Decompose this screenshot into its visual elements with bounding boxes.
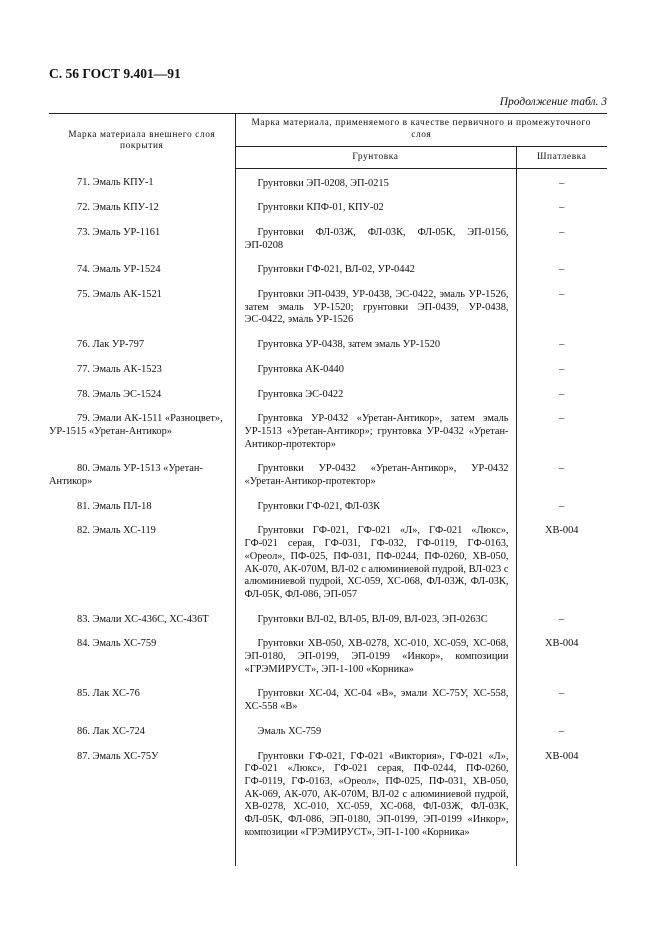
outer-material-cell: 76. Лак УР-797	[49, 339, 235, 364]
table-row	[49, 638, 607, 688]
putty-cell: –	[559, 289, 565, 301]
materials-table-container	[49, 113, 607, 866]
header-outer-layer: Марка материала внешнего слоя покрытия	[49, 114, 235, 169]
header-primer-group: Марка материала, применяемого в качестве первичного и промежуточного слоя	[235, 114, 607, 147]
putty-cell: –	[559, 413, 565, 425]
primer-cell: Грунтовки ХС-04, ХС-04 «В», эмали ХС-75У, ХС-558, ХС-558 «В»	[235, 688, 516, 725]
putty-cell: –	[559, 177, 565, 189]
primer-cell: Грунтовки КПФ-01, КПУ-02	[235, 202, 516, 227]
table-row	[49, 688, 607, 725]
outer-material-cell: 74. Эмаль УР-1524	[49, 264, 235, 289]
primer-cell: Грунтовки ГФ-021, ВЛ-02, УР-0442	[235, 264, 516, 289]
outer-material-cell: 72. Эмаль КПУ-12	[49, 202, 235, 227]
outer-material-cell: 87. Эмаль ХС-75У	[49, 751, 235, 866]
outer-material-cell: 84. Эмаль ХС-759	[49, 638, 235, 688]
putty-cell: ХВ-004	[545, 525, 579, 537]
primer-cell: Грунтовки ХВ-050, ХВ-0278, ХС-010, ХС-059, ХС-068, ЭП-0180, ЭП-0199, ЭП-0199 «Инкор», композиции «ГРЭМИРУСТ», ЭП-1-100 «Корника»	[235, 638, 516, 688]
putty-cell: –	[559, 463, 565, 475]
table-row	[49, 463, 607, 500]
primer-cell: Грунтовки ЭП-0439, УР-0438, ЭС-0422, эмаль УР-1526, затем эмаль УР-1520; грунтовки ЭП-0439, УР-0438, ЭС-0422, эмаль УР-1526	[235, 289, 516, 339]
primer-cell: Грунтовка ЭС-0422	[235, 389, 516, 414]
outer-material-cell: 77. Эмаль АК-1523	[49, 364, 235, 389]
outer-material-cell: 80. Эмаль УР-1513 «Уретан-Антикор»	[49, 463, 235, 500]
materials-table	[49, 113, 607, 866]
primer-cell: Грунтовка УР-0432 «Уретан-Антикор», затем эмаль УР-1513 «Уретан-Антикор»; грунтовка УР-0432 «Уретан-Антикор-протектор»	[235, 413, 516, 463]
primer-cell: Грунтовка УР-0438, затем эмаль УР-1520	[235, 339, 516, 364]
table-body	[49, 168, 607, 866]
putty-cell: –	[559, 613, 565, 625]
primer-cell: Грунтовки ЭП-0208, ЭП-0215	[235, 168, 516, 202]
table-continuation-label: Продолжение табл. 3	[499, 96, 607, 108]
table-row	[49, 525, 607, 613]
header-primer: Грунтовка	[235, 147, 516, 169]
primer-cell: Грунтовки УР-0432 «Уретан-Антикор», УР-0432 «Уретан-Антикор-протектор»	[235, 463, 516, 500]
outer-material-cell: 75. Эмаль АК-1521	[49, 289, 235, 339]
table-row	[49, 751, 607, 866]
outer-material-cell: 85. Лак ХС-76	[49, 688, 235, 725]
putty-cell: –	[559, 725, 565, 737]
putty-cell: –	[559, 339, 565, 351]
primer-cell: Грунтовки ГФ-021, ГФ-021 «Л», ГФ-021 «Люкс», ГФ-021 серая, ГФ-031, ГФ-032, ГФ-0119, ГФ-0163, «Ореол», ПФ-025, ПФ-031, ПФ-0244, ПФ-0260, ХВ-050, АК-070, АК-070М, ВЛ-02 с алюминиевой пудрой, ВЛ-023 с алюминиевой пудрой, ХС-059, ХС-068, ФЛ-03Ж, ФЛ-03К, ФЛ-05К, ФЛ-086, ЭП-057	[235, 525, 516, 613]
primer-cell: Грунтовка АК-0440	[235, 364, 516, 389]
outer-material-cell: 83. Эмали ХС-436С, ХС-436Т	[49, 614, 235, 639]
putty-cell: –	[559, 500, 565, 512]
page-header: С. 56 ГОСТ 9.401—91	[49, 66, 181, 81]
putty-cell: –	[559, 388, 565, 400]
table-row	[49, 289, 607, 339]
primer-cell: Эмаль ХС-759	[235, 726, 516, 751]
outer-material-cell: 73. Эмаль УР-1161	[49, 227, 235, 264]
putty-cell: –	[559, 226, 565, 238]
outer-material-cell: 78. Эмаль ЭС-1524	[49, 389, 235, 414]
table-row	[49, 614, 607, 639]
table-row	[49, 168, 607, 202]
putty-cell: ХВ-004	[545, 750, 579, 762]
table-row	[49, 202, 607, 227]
primer-cell: Грунтовки ГФ-021, ФЛ-03К	[235, 501, 516, 526]
table-row	[49, 339, 607, 364]
table-row	[49, 726, 607, 751]
table-row	[49, 364, 607, 389]
putty-cell: –	[559, 363, 565, 375]
table-row	[49, 264, 607, 289]
putty-cell: –	[559, 202, 565, 214]
table-row	[49, 501, 607, 526]
outer-material-cell: 86. Лак ХС-724	[49, 726, 235, 751]
table-row	[49, 413, 607, 463]
outer-material-cell: 81. Эмаль ПЛ-18	[49, 501, 235, 526]
table-row	[49, 227, 607, 264]
outer-material-cell: 79. Эмали АК-1511 «Разноцвет», УР-1515 «Уретан-Антикор»	[49, 413, 235, 463]
putty-cell: –	[559, 264, 565, 276]
outer-material-cell: 71. Эмаль КПУ-1	[49, 168, 235, 202]
primer-cell: Грунтовки ВЛ-02, ВЛ-05, ВЛ-09, ВЛ-023, ЭП-0263С	[235, 614, 516, 639]
primer-cell: Грунтовки ГФ-021, ГФ-021 «Виктория», ГФ-021 «Л», ГФ-021 «Люкс», ГФ-021 серая, ПФ-0244, ПФ-0260, ГФ-0119, ГФ-0163, «Ореол», ПФ-025, ПФ-031, ХВ-050, АК-069, АК-070, АК-070М, ВЛ-02 с алюминиевой пудрой, ХВ-0278, ХС-010, ХС-059, ХС-068, ФЛ-03Ж, ФЛ-03К, ФЛ-05К, ФЛ-086, ЭП-0180, ЭП-0199, ЭП-0199 «Инкор», композиции «ГРЭМИРУСТ», ЭП-1-100 «Корника»	[235, 751, 516, 866]
putty-cell: ХВ-004	[545, 638, 579, 650]
table-row	[49, 389, 607, 414]
putty-cell: –	[559, 688, 565, 700]
header-putty: Шпатлевка	[516, 147, 607, 169]
outer-material-cell: 82. Эмаль ХС-119	[49, 525, 235, 613]
primer-cell: Грунтовки ФЛ-03Ж, ФЛ-03К, ФЛ-05К, ЭП-0156, ЭП-0208	[235, 227, 516, 264]
